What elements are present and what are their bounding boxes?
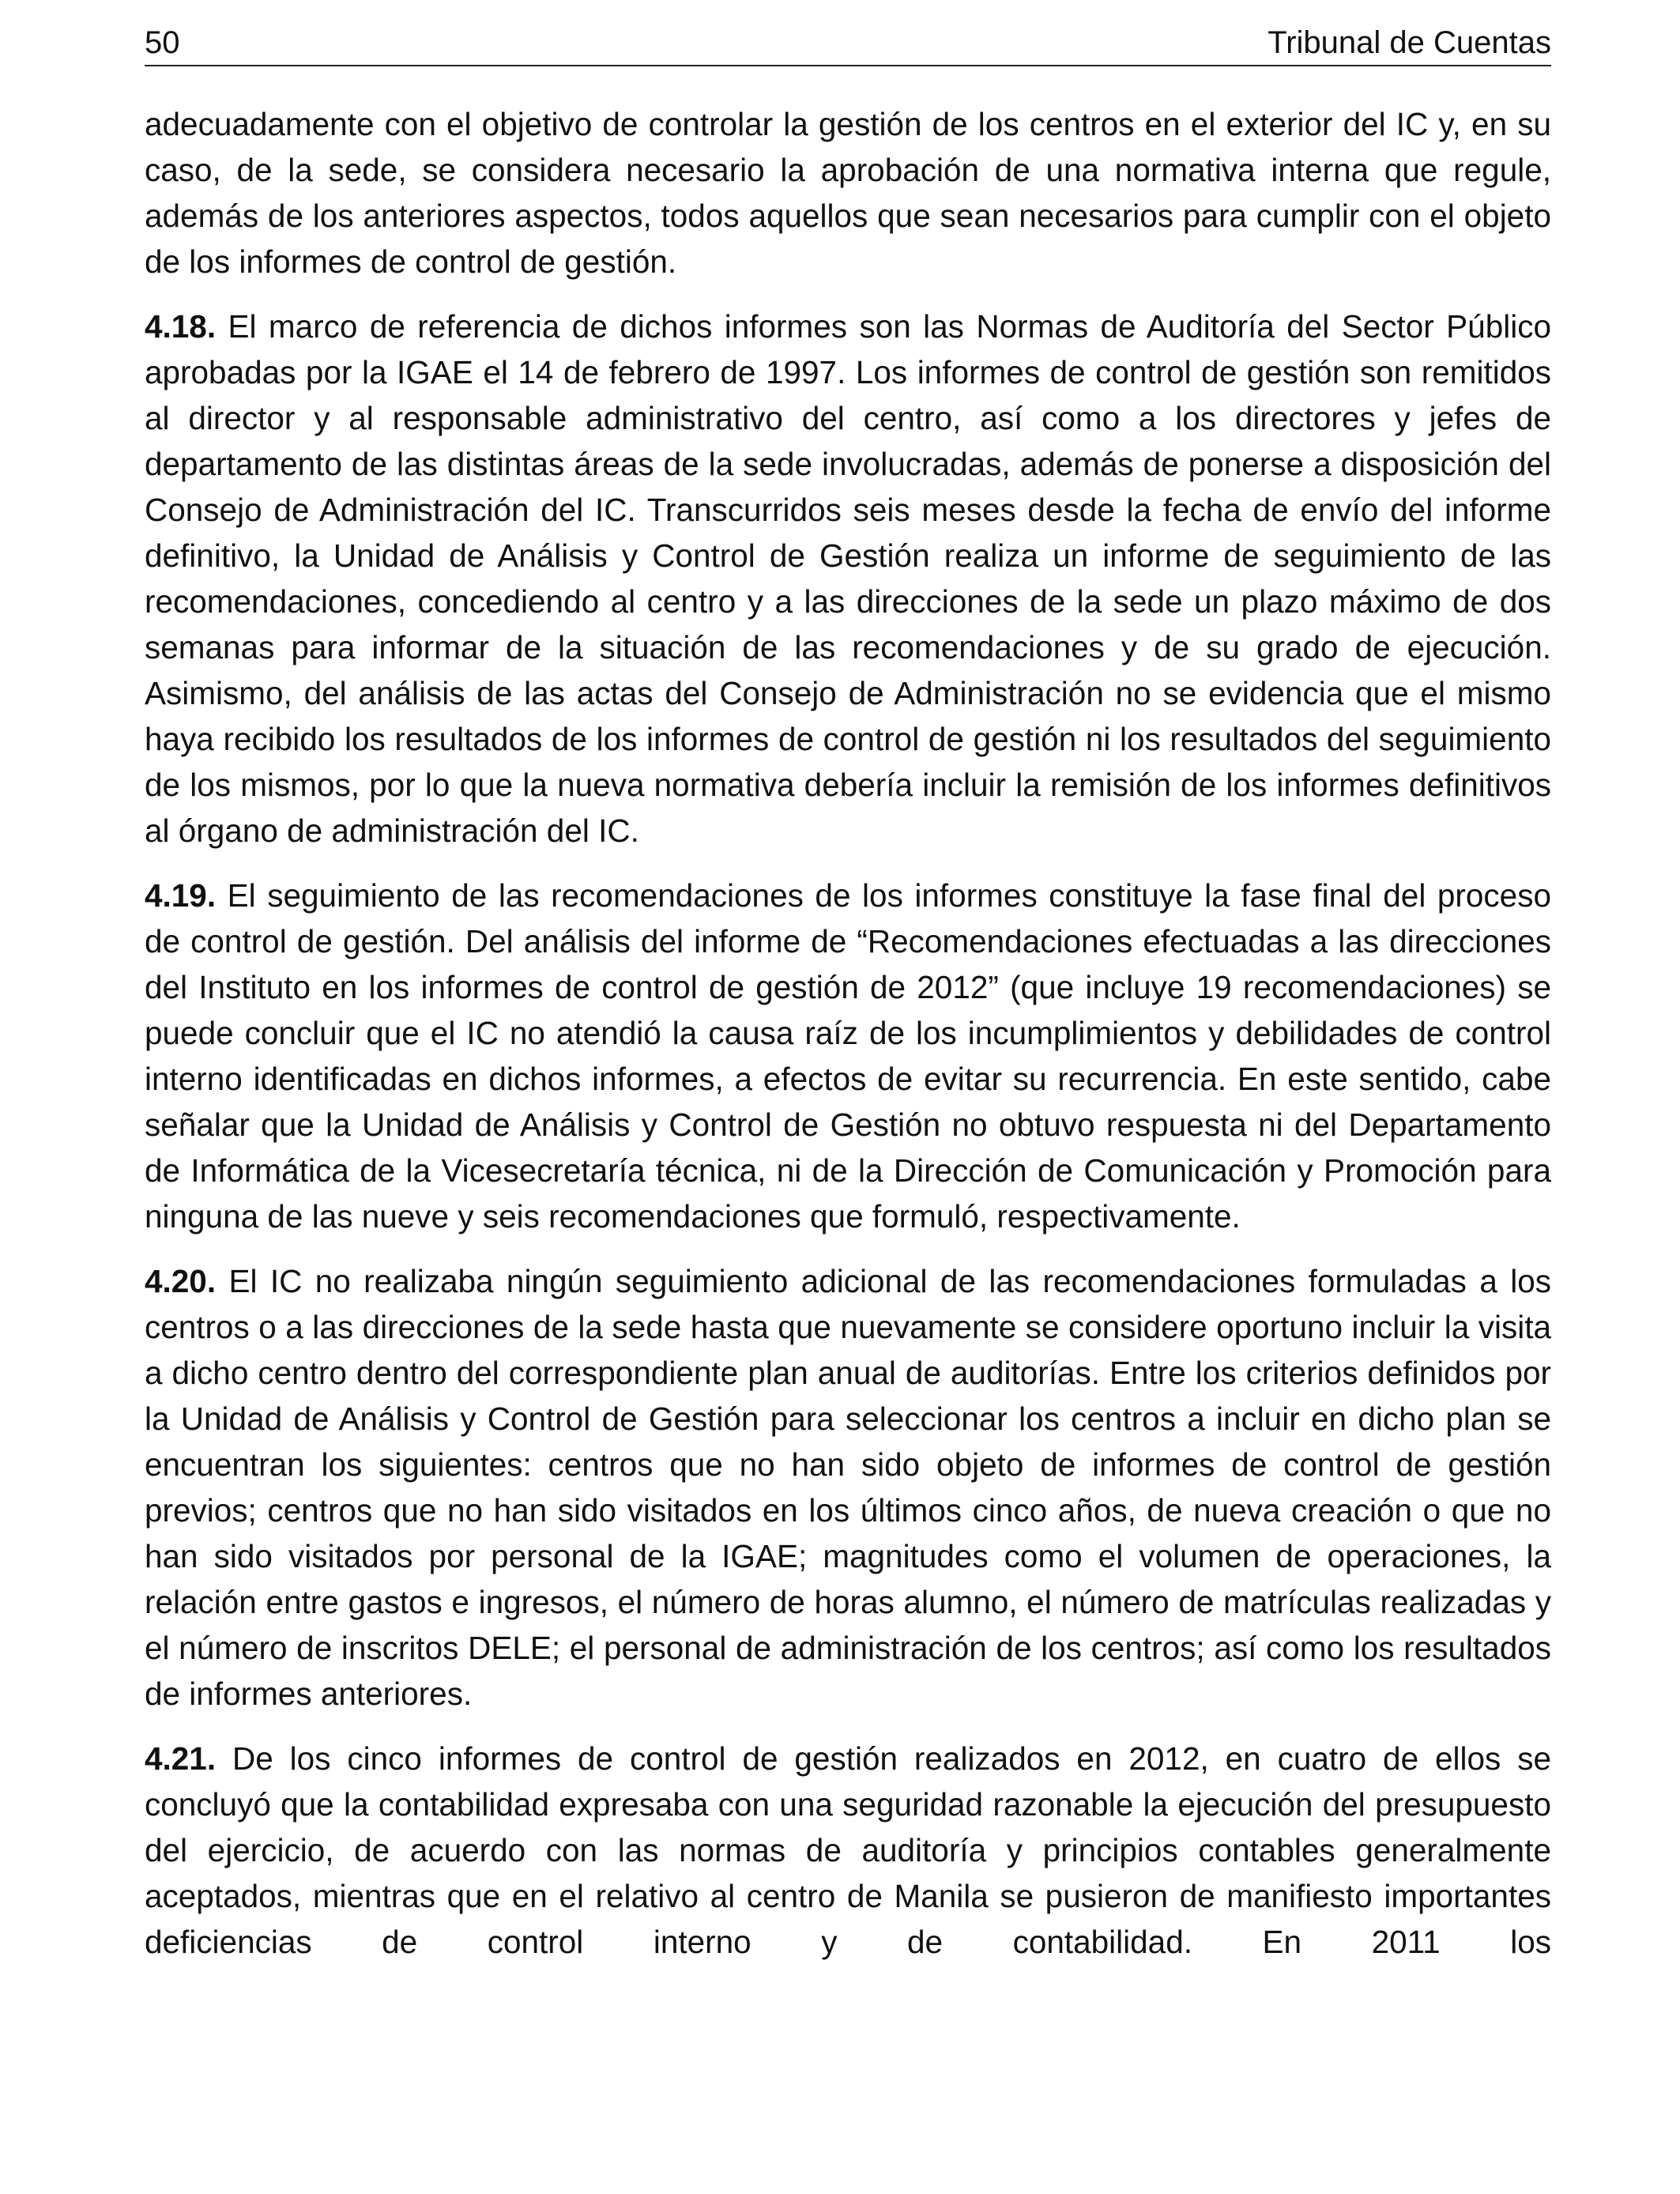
page-number: 50 — [145, 25, 180, 60]
paragraph-4-20 — [145, 1258, 1551, 1717]
paragraph-number: 4.19. — [145, 877, 217, 914]
paragraph-text: adecuadamente con el objetivo de controlar la gestión de los centros en el exterior del IC y, en su caso, de la sede, se considera necesario la aprobación de una normativa interna que regule, además de los anteriores aspectos, todos aquellos que sean necesarios para cumplir con el objeto de los informes de control de gestión. — [145, 106, 1551, 280]
paragraph-number: 4.20. — [145, 1263, 217, 1299]
paragraph-continuation — [145, 101, 1551, 285]
paragraph-text: De los cinco informes de control de gestión realizados en 2012, en cuatro de ellos se concluyó que la contabilidad expresaba con una seguridad razonable la ejecución del presupuesto del ejercicio, de acuerdo con las normas de auditoría y principios contables generalmente aceptados, mientras que en el relativo al centro de Manila se pusieron de manifiesto importantes deficiencias de control interno y de contabilidad. En 2011 los — [145, 1740, 1551, 1960]
paragraph-text: El IC no realizaba ningún seguimiento adicional de las recomendaciones formuladas a los centros o a las direcciones de la sede hasta que nuevamente se considere oportuno incluir la visita a dicho centro dentro del correspondiente plan anual de auditorías. Entre los criterios definidos por la Unidad de Análisis y Control de Gestión para seleccionar los centros a incluir en dicho plan se encuentran los siguientes: centros que no han sido objeto de informes de control de gestión previos; centros que no han sido visitados en los últimos cinco años, de nueva creación o que no han sido visitados por personal de la IGAE; magnitudes como el volumen de operaciones, la relación entre gastos e ingresos, el número de horas alumno, el número de matrículas realizadas y el número de inscritos DELE; el personal de administración de los centros; así como los resultados de informes anteriores. — [145, 1263, 1551, 1712]
paragraph-4-19 — [145, 873, 1551, 1239]
document-body — [145, 101, 1551, 1984]
page-header — [145, 24, 1551, 66]
paragraph-number: 4.18. — [145, 308, 217, 345]
paragraph-text: El marco de referencia de dichos informes son las Normas de Auditoría del Sector Público aprobadas por la IGAE el 14 de febrero de 1997. Los informes de control de gestión son remitidos al director y al responsable administrativo del centro, así como a los directores y jefes de departamento de las distintas áreas de la sede involucradas, además de ponerse a disposición del Consejo de Administración del IC. Transcurridos seis meses desde la fecha de envío del informe definitivo, la Unidad de Análisis y Control de Gestión realiza un informe de seguimiento de las recomendaciones, concediendo al centro y a las direcciones de la sede un plazo máximo de dos semanas para informar de la situación de las recomendaciones y de su grado de ejecución. Asimismo, del análisis de las actas del Consejo de Administración no se evidencia que el mismo haya recibido los resultados de los informes de control de gestión ni los resultados del seguimiento de los mismos, por lo que la nueva normativa debería incluir la remisión de los informes definitivos al órgano de administración del IC. — [145, 308, 1551, 849]
paragraph-4-21 — [145, 1736, 1551, 1965]
paragraph-number: 4.21. — [145, 1740, 217, 1777]
running-title: Tribunal de Cuentas — [1268, 25, 1551, 60]
paragraph-4-18 — [145, 303, 1551, 854]
paragraph-text: El seguimiento de las recomendaciones de los informes constituye la fase final del proceso de control de gestión. Del análisis del informe de “Recomendaciones efectuadas a las direcciones del Instituto en los informes de control de gestión de 2012” (que incluye 19 recomendaciones) se puede concluir que el IC no atendió la causa raíz de los incumplimientos y debilidades de control interno identificadas en dichos informes, a efectos de evitar su recurrencia. En este sentido, cabe señalar que la Unidad de Análisis y Control de Gestión no obtuvo respuesta ni del Departamento de Informática de la Vicesecretaría técnica, ni de la Dirección de Comunicación y Promoción para ninguna de las nueve y seis recomendaciones que formuló, respectivamente. — [145, 877, 1551, 1235]
